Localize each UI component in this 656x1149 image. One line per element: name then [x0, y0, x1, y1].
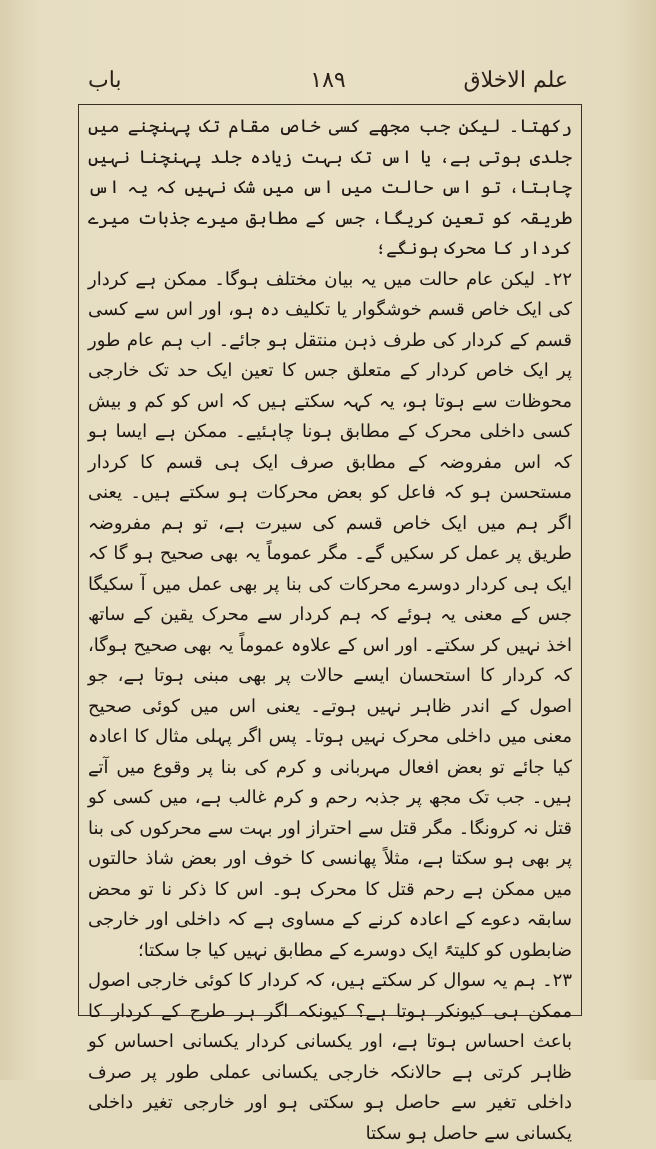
- paragraph: ۲۲۔ لیکن عام حالت میں یہ بیان مختلف ہوگا۔ ممکن ہے کردار کی ایک خاص قسم خوشگوار یا تکلیف دہ ہو، اور اس سے کسی قسم کے کردار کی طرف ذہن منتقل ہو جائے۔ اب ہم عام طور پر ایک خاص کردار کے متعلق جس کا تعین ایک حد تک خارجی محوظات سے ہوتا ہو، یہ کہہ سکتے ہیں کہ اس کو کم و بیش کسی داخلی محرک کے مطابق ہونا چاہئیے۔ ممکن ہے ایسا ہو کہ اس مفروضہ کے مطابق صرف ایک ہی قسم کا کردار مستحسن ہو کہ فاعل کو بعض محرکات ہو سکتے ہیں۔ یعنی اگر ہم میں ایک خاص قسم کی سیرت ہے، تو ہم مفروضہ طریق پر عمل کر سکیں گے۔ مگر عموماً یہ بھی صحیح ہو گا کہ ایک ہی کردار دوسرے محرکات کی بنا پر بھی عمل میں آ سکیگا جس کے معنی یہ ہوئے کہ ہم کردار سے محرک یقین کے ساتھ اخذ نہیں کر سکتے۔ اور اس کے علاوہ عموماً یہ بھی صحیح ہوگا، کہ کردار کا استحسان ایسے حالات پر بھی مبنی ہوتا ہے، جو اصول کے اندر ظاہر نہیں ہوتے۔ یعنی اس میں کوئی صحیح معنی میں داخلی محرک نہیں ہوتا۔ پس اگر پہلی مثال کا اعادہ کیا جائے تو بعض افعال مہربانی و کرم کی بنا پر وقوع میں آتے ہیں۔ جب تک مجھ پر جذبہ رحم و کرم غالب ہے، میں کسی کو قتل نہ کرونگا۔ مگر قتل سے احتراز اور بہت سے محرکوں کی بنا پر بھی ہو سکتا ہے، مثلاً پھانسی کا خوف اور بعض شاذ حالتوں میں ممکن ہے رحم قتل کا محرک ہو۔ اس کا ذکر نا تو محض سابقہ دعوے کے اعادہ کرنے کے مساوی ہے کہ داخلی اور خارجی ضابطوں کو کلیتہً ایک دوسرے کے مطابق نہیں کیا جا سکتا؛: [88, 268, 572, 961]
- page-header: [88, 64, 568, 104]
- book-title: علم الاخلاق: [463, 68, 568, 93]
- paragraph: ۲۳۔ ہم یہ سوال کر سکتے ہیں، کہ کردار کا کوئی خارجی اصول ممکن ہی کیونکر ہوتا ہے؟ کیونکہ اگر ہر طرح کے کردار کا باعث احساس ہوتا ہے، اور یکسانی کردار یکسانی احساس کو ظاہر کرتی ہے حالانکہ خارجی یکسانی عملی طور پر صرف داخلی تغیر سے حاصل ہو سکتی ہو اور خارجی تغیر داخلی یکسانی سے حاصل ہو سکتا: [88, 970, 572, 1144]
- page-number: ۱۸۹: [310, 68, 346, 93]
- body-text: [88, 112, 572, 1149]
- chapter-label: باب: [88, 68, 122, 93]
- paragraph: رکھتا۔ لیکن جب مجھے کسی خاص مقام تک پہنچنے میں جلدی ہوتی ہے، یا اس تک بہت زیادہ جلد پہنچنا نہیں چاہتا، تو اس حالت میں اس میں شک نہیں کہ یہ اس طریقہ کو تعین کریگا، جس کے مطابق میرے جذبات میرے کردار کا محرک ہونگے؛: [88, 116, 572, 259]
